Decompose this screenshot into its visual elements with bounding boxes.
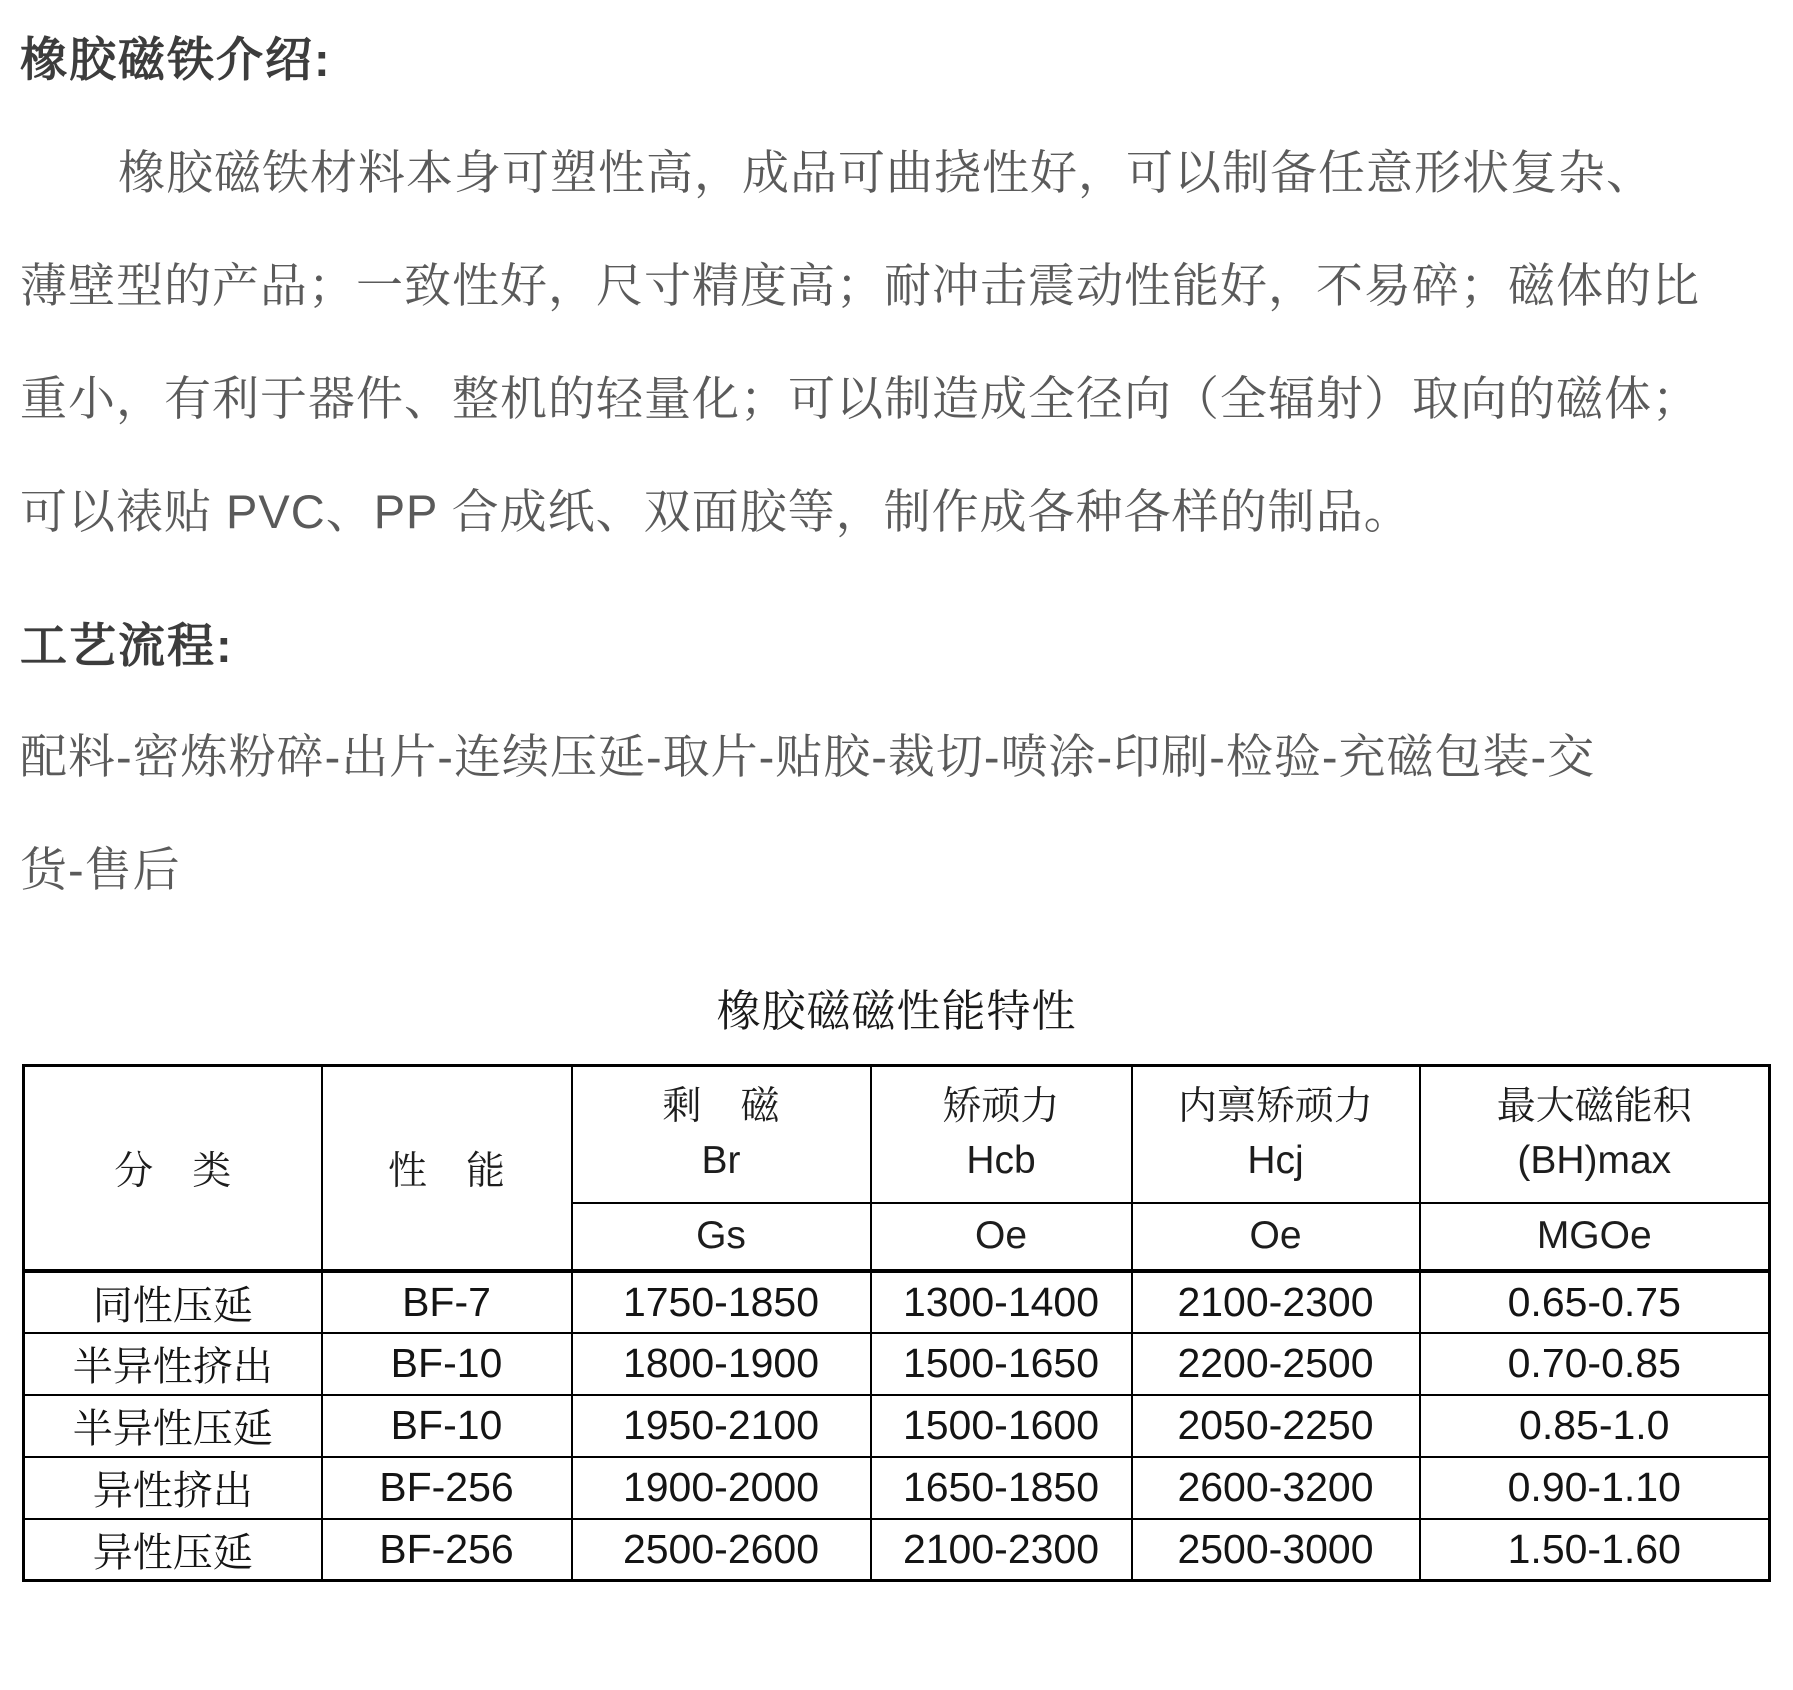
intro-heading: 橡胶磁铁介绍: [20, 33, 332, 86]
cell-hcb: 1500-1600 [871, 1395, 1132, 1457]
cell-hcb: 1500-1650 [871, 1333, 1132, 1395]
cell-category: 同性压延 [24, 1271, 322, 1333]
cell-hcj: 2500-3000 [1132, 1519, 1420, 1581]
cell-grade: BF-10 [322, 1395, 572, 1457]
header-cell-br [572, 1066, 871, 1203]
cell-br: 1900-2000 [572, 1457, 871, 1519]
cell-br: 1800-1900 [572, 1333, 871, 1395]
cell-hcj: 2050-2250 [1132, 1395, 1420, 1457]
cell-br: 2500-2600 [572, 1519, 871, 1581]
table-row [24, 1271, 1770, 1333]
table-row [24, 1457, 1770, 1519]
cell-grade: BF-256 [322, 1457, 572, 1519]
unit-cell-hcb: Oe [871, 1203, 1132, 1271]
header-cell-hcj [1132, 1066, 1420, 1203]
header-cell-category: 分 类 [24, 1066, 322, 1271]
cell-br: 1950-2100 [572, 1395, 871, 1457]
cell-grade: BF-256 [322, 1519, 572, 1581]
cell-hcj: 2100-2300 [1132, 1271, 1420, 1333]
cell-hcb: 1300-1400 [871, 1271, 1132, 1333]
cell-hcb: 2100-2300 [871, 1519, 1132, 1581]
header-cell-performance: 性 能 [322, 1066, 572, 1271]
paragraph-line: 重小，有利于器件、整机的轻量化；可以制造成全径向（全辐射）取向的磁体； [20, 372, 1700, 425]
param-name: 最大磁能积 [1496, 1085, 1692, 1129]
paragraph-line: 可以裱贴 PVC、PP 合成纸、双面胶等，制作成各种各样的制品。 [20, 485, 1412, 538]
header-cell-bhmax [1420, 1066, 1770, 1203]
cell-hcj: 2200-2500 [1132, 1333, 1420, 1395]
process-paragraph [20, 700, 1773, 926]
table-row [24, 1333, 1770, 1395]
param-name: 剩 磁 [662, 1085, 780, 1129]
cell-category: 异性压延 [24, 1519, 322, 1581]
cell-grade: BF-7 [322, 1271, 572, 1333]
paragraph-line: 薄壁型的产品；一致性好，尺寸精度高；耐冲击震动性能好，不易碎；磁体的比 [20, 259, 1700, 312]
table-row [24, 1395, 1770, 1457]
cell-bhmax: 0.65-0.75 [1420, 1271, 1770, 1333]
paragraph-line: 货-售后 [20, 843, 181, 896]
process-heading: 工艺流程: [20, 619, 234, 672]
cell-bhmax: 1.50-1.60 [1420, 1519, 1770, 1581]
paragraph-line: 配料-密炼粉碎-出片-连续压延-取片-贴胶-裁切-喷涂-印刷-检验-充磁包装-交 [20, 730, 1596, 783]
cell-hcj: 2600-3200 [1132, 1457, 1420, 1519]
cell-category: 半异性挤出 [24, 1333, 322, 1395]
table-row [24, 1519, 1770, 1581]
param-symbol: Hcj [1247, 1139, 1304, 1183]
cell-bhmax: 0.70-0.85 [1420, 1333, 1770, 1395]
param-symbol: Br [701, 1139, 741, 1183]
header-cell-hcb [871, 1066, 1132, 1203]
cell-grade: BF-10 [322, 1333, 572, 1395]
table-title: 橡胶磁磁性能特性 [716, 987, 1077, 1036]
cell-bhmax: 0.90-1.10 [1420, 1457, 1770, 1519]
unit-cell-hcj: Oe [1132, 1203, 1420, 1271]
intro-paragraph [20, 116, 1773, 568]
param-name: 内禀矫顽力 [1177, 1085, 1373, 1129]
spec-table [22, 1064, 1771, 1582]
param-name: 矫顽力 [942, 1085, 1060, 1129]
cell-br: 1750-1850 [572, 1271, 871, 1333]
cell-category: 异性挤出 [24, 1457, 322, 1519]
unit-cell-br: Gs [572, 1203, 871, 1271]
param-symbol: Hcb [966, 1139, 1036, 1183]
paragraph-line: 橡胶磁铁材料本身可塑性高，成品可曲挠性好，可以制备任意形状复杂、 [118, 146, 1654, 199]
unit-cell-bhmax: MGOe [1420, 1203, 1770, 1271]
cell-hcb: 1650-1850 [871, 1457, 1132, 1519]
cell-bhmax: 0.85-1.0 [1420, 1395, 1770, 1457]
param-symbol: (BH)max [1517, 1139, 1672, 1183]
cell-category: 半异性压延 [24, 1395, 322, 1457]
